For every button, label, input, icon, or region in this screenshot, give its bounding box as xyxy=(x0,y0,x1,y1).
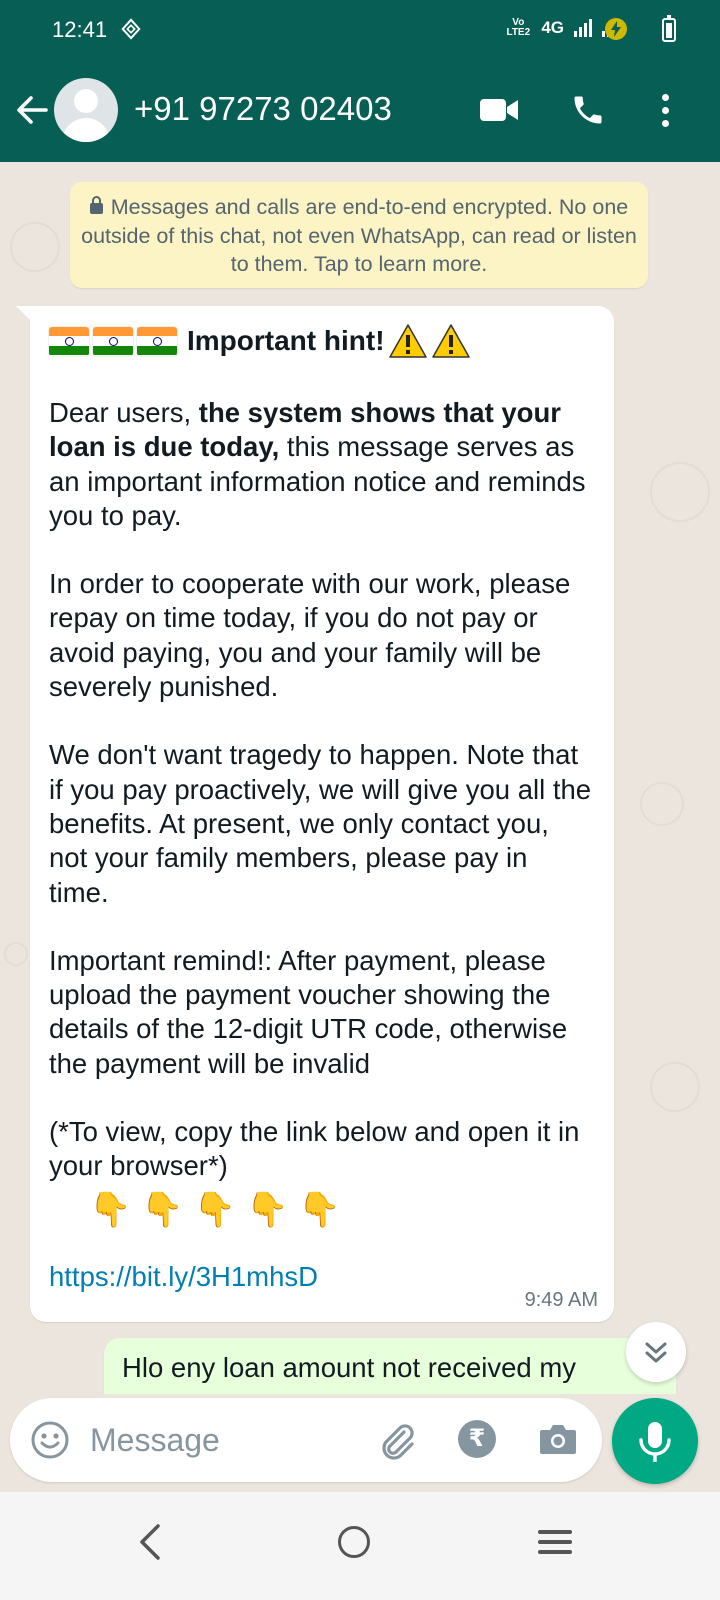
pointing-down-emojis: 👇👇👇👇👇 xyxy=(89,1190,351,1229)
message-paragraph-4: Important remind!: After payment, please upload the payment voucher showing the details of the 12-digit UTR code, otherwise the payment will be invalid xyxy=(49,944,575,1079)
status-bar xyxy=(0,0,720,60)
wallpaper-doodle xyxy=(650,462,710,522)
message-time: 9:49 AM xyxy=(524,1289,598,1311)
paragraph-1-start: Dear users, xyxy=(49,397,199,428)
message-link[interactable]: https://bit.ly/3H1mhsD xyxy=(49,1260,318,1292)
contact-name[interactable]: +91 97273 02403 xyxy=(134,90,392,127)
message-paragraph-1 xyxy=(49,396,594,533)
incoming-message-bubble[interactable] xyxy=(30,306,614,1322)
more-vertical-icon[interactable] xyxy=(654,90,678,130)
encryption-notice[interactable] xyxy=(70,182,648,288)
message-paragraph-2: In order to cooperate with our work, please repay on time today, if you do not pay or avoid paying, you and your family will be severely punished. xyxy=(49,568,578,703)
india-flag-icon xyxy=(137,327,177,356)
message-paragraph-3: We don't want tragedy to happen. Note that if you pay proactively, we will give you all the benefits. At present, we only contact you, not your family members, please pay in time. xyxy=(49,739,599,908)
top-bar xyxy=(0,0,720,162)
paragraph-1-bold: the system shows that your loan is due today, xyxy=(49,397,569,463)
message-composer xyxy=(10,1398,602,1482)
shield-icon xyxy=(120,18,142,40)
back-arrow-icon[interactable] xyxy=(14,90,50,130)
outgoing-message-text: Hlo eny loan amount not received my xyxy=(122,1352,576,1383)
avatar-body xyxy=(62,118,110,142)
signal-icon xyxy=(574,19,592,37)
camera-icon[interactable] xyxy=(538,1420,578,1458)
rupee-icon[interactable]: ₹ xyxy=(458,1420,496,1458)
nav-back-icon[interactable] xyxy=(130,1514,170,1570)
status-time: 12:41 xyxy=(52,17,108,42)
bolt-icon xyxy=(604,17,628,41)
message-input[interactable] xyxy=(90,1414,360,1466)
india-flag-icon xyxy=(49,327,89,356)
avatar-icon[interactable] xyxy=(54,78,118,142)
system-nav-bar xyxy=(0,1492,720,1600)
wallpaper-doodle xyxy=(640,782,684,826)
message-paragraph-5: (*To view, copy the link below and open it in your browser*) xyxy=(49,1116,588,1182)
india-flag-icon xyxy=(93,327,133,356)
mic-icon[interactable] xyxy=(612,1398,698,1484)
wallpaper-doodle xyxy=(10,222,60,272)
hint-title-line xyxy=(49,320,594,362)
paragraph-1-end: this message serves as an important information notice and reminds you to pay. xyxy=(49,431,594,531)
warning-icon xyxy=(431,323,471,359)
avatar-head xyxy=(74,89,98,113)
chat-area[interactable] xyxy=(0,162,720,1394)
phone-icon[interactable] xyxy=(570,92,606,128)
wallpaper-doodle xyxy=(650,1062,700,1112)
attach-icon[interactable] xyxy=(374,1418,418,1462)
scroll-down-icon[interactable] xyxy=(626,1322,686,1382)
outgoing-message-bubble[interactable] xyxy=(104,1338,676,1394)
network-type: 4G xyxy=(541,18,564,37)
lock-icon xyxy=(90,203,103,214)
volte-label: Vo LTE2 xyxy=(506,17,531,38)
hint-title: Important hint! xyxy=(187,325,385,356)
nav-recents-icon[interactable] xyxy=(538,1528,572,1556)
status-right xyxy=(505,18,660,38)
emoji-icon[interactable] xyxy=(30,1420,70,1460)
battery-icon xyxy=(662,18,676,42)
video-call-icon[interactable] xyxy=(478,94,520,126)
wallpaper-doodle xyxy=(4,942,28,966)
nav-home-icon[interactable] xyxy=(338,1526,370,1558)
encryption-text: Messages and calls are end-to-end encrypted. No one outside of this chat, not even WhatsApp, can read or listen to them. Tap to learn more. xyxy=(81,195,637,276)
app-bar xyxy=(0,62,720,162)
warning-icon xyxy=(388,323,428,359)
